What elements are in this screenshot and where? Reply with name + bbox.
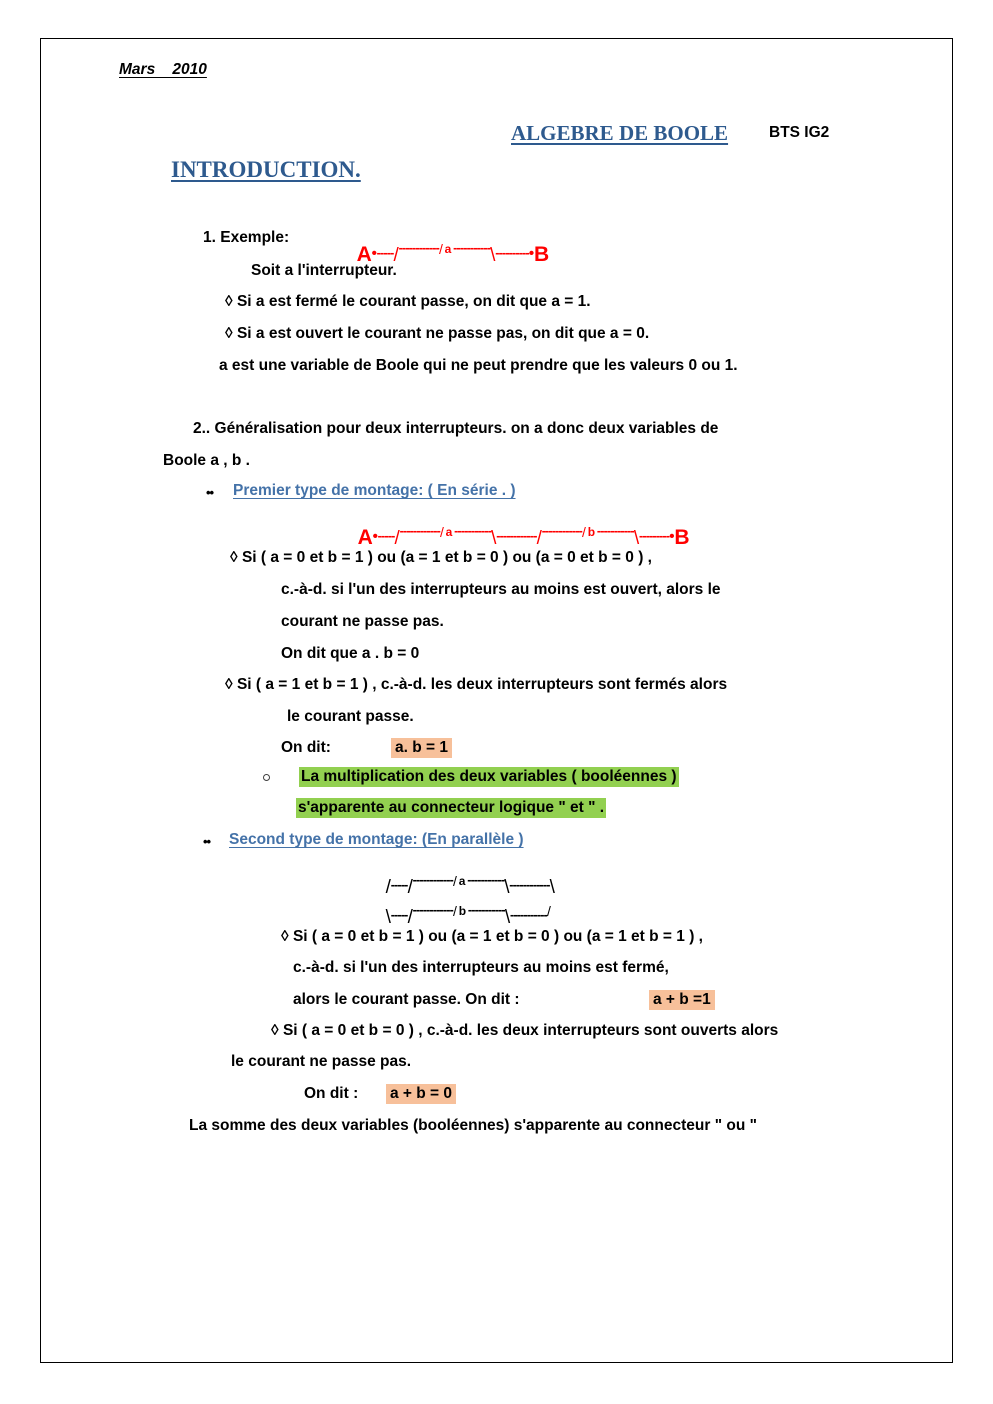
parallele-conclusion: La somme des deux variables (booléennes) s'apparente au connecteur " ou " xyxy=(189,1117,757,1134)
circuit-branch-end: \ xyxy=(549,877,555,898)
example-line-1: Soit a l'interrupteur. xyxy=(251,262,397,279)
circuit-dash-2: ---------- xyxy=(495,246,529,260)
example-heading: 1. Exemple: xyxy=(203,229,290,246)
parallele-closed-line1: ◊ Si ( a = 0 et b = 1 ) ou (a = 1 et b = 0 ) ou (a = 1 et b = 1 ) , xyxy=(281,928,703,945)
circuit-dash-2: ----------- xyxy=(509,908,547,922)
parallele-open-label: On dit : xyxy=(304,1085,359,1102)
circuit-tick: / xyxy=(453,903,457,919)
serie-open-line1: ◊ Si ( a = 0 et b = 1 ) ou (a = 1 et b = 0 ) ou (a = 0 et b = 0 ) , xyxy=(230,549,652,566)
document-title: ALGEBRE DE BOOLE xyxy=(511,121,729,145)
serie-conclusion-line1: La multiplication des deux variables ( booléennes ) xyxy=(301,768,677,785)
parallele-result-ab1: a + b =1 xyxy=(649,990,715,1010)
parallele-open-line1: ◊ Si ( a = 0 et b = 0 ) , c.-à-d. les deux interrupteurs sont ouverts alors xyxy=(271,1022,779,1039)
parallele-result-ab0: a + b = 0 xyxy=(386,1084,456,1104)
circuit-node-b: B xyxy=(533,243,549,266)
circuit-dot-left: • xyxy=(372,528,378,545)
example-line-4: a est une variable de Boole qui ne peut prendre que les valeurs 0 ou 1. xyxy=(219,357,738,374)
circuit-tick-b: / xyxy=(582,524,586,540)
document-page xyxy=(40,38,953,1363)
circuit-switch-arm-b1: / xyxy=(536,528,542,549)
serie-open-line3: courant ne passe pas. xyxy=(281,613,444,630)
circuit-dot-right: • xyxy=(528,245,534,262)
serie-open-line4: On dit que a . b = 0 xyxy=(281,645,420,662)
circuit-switch-arm-b2: \ xyxy=(633,528,639,549)
subheading-parallele[interactable]: Second type de montage: (En parallèle ) xyxy=(229,831,524,848)
serie-conclusion-line2: s'apparente au connecteur logique " et " . xyxy=(298,799,605,816)
generalisation-heading-line2: Boole a , b . xyxy=(163,452,250,469)
circuit-wire-high-2: ----------- xyxy=(453,241,491,255)
circuit-wire-high-3: ------------ xyxy=(541,524,583,538)
circuit-dot-left: • xyxy=(371,245,377,262)
circuit-dash-1: ----- xyxy=(390,878,408,892)
subheading-serie[interactable]: Premier type de montage: ( En série . ) xyxy=(233,482,516,499)
circuit-wire-high-1: ------------ xyxy=(412,903,454,917)
circuit-wire-high-1: ------------ xyxy=(399,524,440,538)
bullet-circle-serie-conclusion xyxy=(263,774,270,781)
circuit-tick: / xyxy=(438,241,443,257)
circuit-switch-arm-1: / xyxy=(407,907,413,928)
circuit-branch-start: / xyxy=(385,877,391,898)
example-line-2: ◊ Si a est fermé le courant passe, on dit que a = 1. xyxy=(225,293,591,310)
circuit-wire-high-2: ----------- xyxy=(467,873,505,887)
parallele-open-line2: le courant ne passe pas. xyxy=(231,1053,412,1070)
serie-conclusion-line1-wrap xyxy=(299,768,679,786)
circuit-switch-arm-a1: / xyxy=(394,528,400,549)
circuit-tick: / xyxy=(453,873,457,889)
circuit-dash-3: --------- xyxy=(638,529,670,543)
serie-result-ab1: a. b = 1 xyxy=(391,738,452,758)
circuit-variable-a: a xyxy=(445,525,453,539)
generalisation-heading-line1: 2.. Généralisation pour deux interrupteurs. on a donc deux variables de xyxy=(193,420,719,437)
course-code: BTS IG2 xyxy=(769,124,830,141)
circuit-dash-1: ----- xyxy=(390,908,408,922)
serie-closed-label: On dit: xyxy=(281,739,331,756)
bullet-parallele: •• xyxy=(203,834,211,849)
circuit-node-a: A xyxy=(357,526,373,549)
circuit-wire-high-2: ----------- xyxy=(454,524,492,538)
circuit-switch-arm-2: \ xyxy=(490,245,496,266)
circuit-wire-high-2: ----------- xyxy=(467,903,505,917)
circuit-dash-1: ----- xyxy=(377,529,395,543)
serie-closed-line1: ◊ Si ( a = 1 et b = 1 ) , c.-à-d. les deux interrupteurs sont fermés alors xyxy=(225,676,728,693)
parallele-closed-result-wrap xyxy=(649,991,715,1009)
circuit-branch-start: \ xyxy=(385,907,391,928)
document-content xyxy=(41,39,952,1362)
circuit-node-b: B xyxy=(674,526,690,549)
example-line-3: ◊ Si a est ouvert le courant ne passe pas, on dit que a = 0. xyxy=(225,325,650,342)
circuit-switch-arm-1: / xyxy=(407,877,413,898)
parallele-closed-line2: c.-à-d. si l'un des interrupteurs au moins est fermé, xyxy=(293,959,669,976)
circuit-dash-1: ----- xyxy=(376,246,394,260)
circuit-wire-high-1: ------------ xyxy=(398,241,439,255)
circuit-tick-a: / xyxy=(439,524,444,540)
document-date: Mars 2010 xyxy=(119,61,207,78)
parallele-closed-line3-label: alors le courant passe. On dit : xyxy=(293,991,520,1008)
circuit-switch-arm-2: \ xyxy=(504,877,510,898)
circuit-dash-2: ------------ xyxy=(496,529,537,543)
serie-conclusion-line2-wrap xyxy=(296,799,606,817)
serie-closed-result-wrap xyxy=(391,739,452,757)
circuit-variable-b: b xyxy=(587,525,595,539)
section-heading-introduction: INTRODUCTION. xyxy=(171,157,361,182)
parallele-open-result-wrap xyxy=(386,1085,456,1103)
circuit-switch-arm-2: \ xyxy=(504,907,510,928)
circuit-node-a: A xyxy=(356,243,372,266)
circuit-dot-right: • xyxy=(669,528,675,545)
circuit-variable-a: a xyxy=(458,874,466,888)
circuit-branch-end: / xyxy=(546,903,551,919)
circuit-switch-arm-a2: \ xyxy=(491,528,497,549)
serie-closed-line2: le courant passe. xyxy=(287,708,414,725)
circuit-switch-arm: / xyxy=(393,245,399,266)
circuit-wire-high-1: ------------ xyxy=(412,873,454,887)
bullet-serie: •• xyxy=(206,485,214,500)
circuit-variable-b: b xyxy=(458,904,466,918)
serie-open-line2: c.-à-d. si l'un des interrupteurs au moins est ouvert, alors le xyxy=(281,581,721,598)
circuit-variable-a: a xyxy=(444,242,452,256)
circuit-dash-2: ------------ xyxy=(509,878,550,892)
circuit-wire-high-4: ----------- xyxy=(596,524,634,538)
